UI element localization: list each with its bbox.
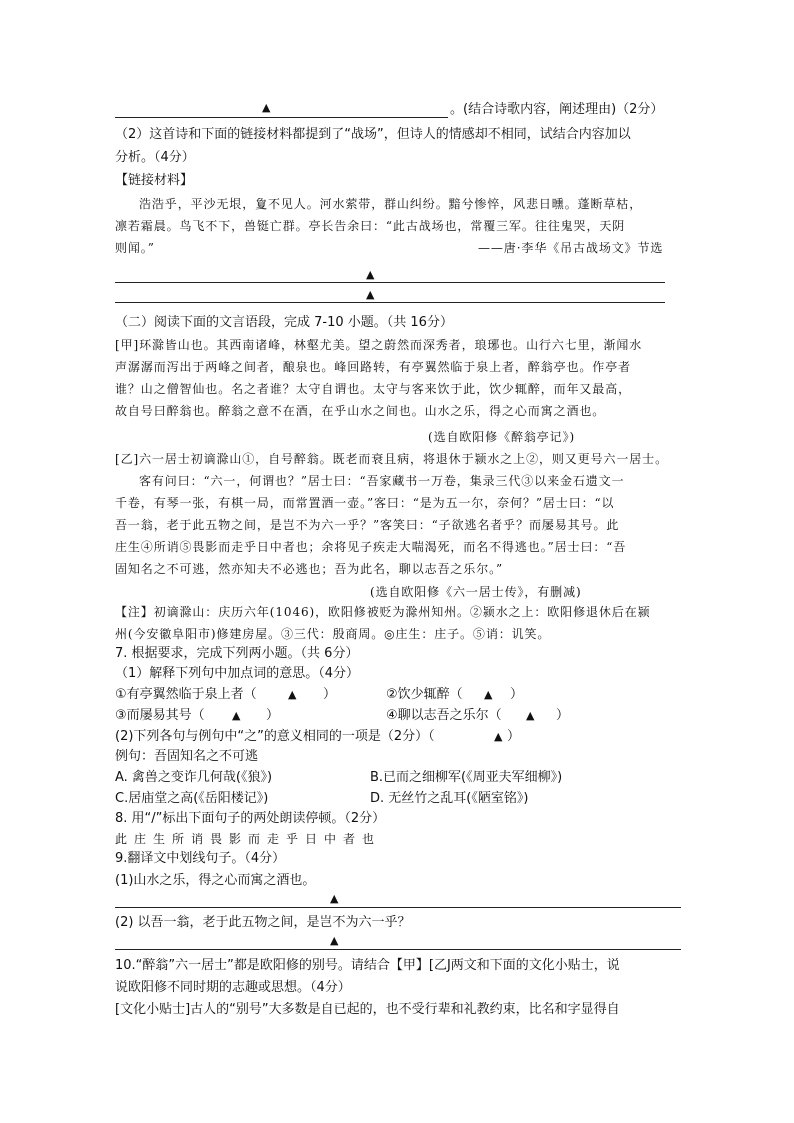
question-8-title: 8. 用“/”标出下面句子的两处朗读停顿。（2分） <box>115 811 386 826</box>
answer-marker: ▲ <box>288 688 297 701</box>
answer-marker: ▲ <box>494 730 503 743</box>
jia-text-line: 声潺潺而泻出于两峰之间者，酿泉也。峰回路转，有亭翼然临于泉上者，醉翁亭也。作亭者 <box>115 360 632 374</box>
question-suffix: 。(结合诗歌内容，阐述理由)（2分） <box>450 102 664 117</box>
question-6-2-line1: （2）这首诗和下面的链接材料都提到了“战场”，但诗人的情感却不相同，试结合内容加以 <box>115 127 631 142</box>
question-9-sentence-1: (1)山水之乐，得之心而寓之酒也。 <box>115 873 316 888</box>
answer-marker: ▲ <box>366 268 375 281</box>
link-material-line: 则闻。” <box>115 241 155 255</box>
section-2-title: （二）阅读下面的文言语段，完成 7-10 小题。（共 16分） <box>115 315 453 330</box>
q7-item-1: ①有亭翼然临于泉上者（ <box>115 687 257 702</box>
q7-item-2-close: ） <box>510 687 524 702</box>
q7-option-a: A. 禽兽之变诈几何哉(《狼》) <box>115 770 273 785</box>
yi-text-line: 庄生④所诮⑤畏影而走乎日中者也；余将见子疾走大喘渴死，而名不得逃也。”居士曰：“吾 <box>115 540 627 554</box>
jia-text-line: [甲]环滁皆山也。其西南诸峰，林壑尤美。望之蔚然而深秀者，琅琊也。山行六七里，渐闻水 <box>115 338 643 352</box>
answer-marker: ▲ <box>330 934 339 947</box>
question-7-2-title: (2)下列各句与例句中“之”的意义相同的一项是（2分）（ <box>115 729 435 744</box>
question-8-sentence: 此庄生所诮畏影而走乎日中者也 <box>115 832 382 846</box>
q7-item-3-close: ） <box>266 708 280 723</box>
link-material-line: 浩浩乎，平沙无垠，夐不见人。河水萦带，群山纠纷。黯兮惨悴，风悲日曛。蓬断草枯， <box>139 197 643 211</box>
question-9-sentence-2: (2) 以吾一翁，老于此五物之间，是岂不为六一乎？ <box>115 915 411 930</box>
question-7-title: 7. 根据要求，完成下列两小题。（共 6分） <box>115 646 359 661</box>
answer-marker: ▲ <box>526 709 535 722</box>
q7-option-d: D. 无丝竹之乱耳(《陋室铭》) <box>370 791 529 806</box>
notes-line: 州(今安徽阜阳市)修建房屋。③三代：殷商周。◎庄生：庄子。⑤诮：讥笑。 <box>115 627 551 641</box>
answer-line <box>115 302 665 303</box>
yi-source: (选自欧阳修《六一居士传》，有删减) <box>370 585 582 599</box>
answer-line <box>115 949 681 950</box>
question-6-2-line2: 分析。（4分） <box>115 150 195 165</box>
jia-source: (选自欧阳修《醉翁亭记》) <box>428 430 576 444</box>
yi-text-line: 千卷，有琴一张，有棋一局，而常置酒一壶。”客曰：“是为五一尔，奈何？”居士曰：“以 <box>115 496 615 510</box>
link-material-source: ——唐·李华《吊古战场文》节选 <box>478 241 664 255</box>
yi-text-line: [乙]六一居士初谪滁山①，自号醉翁。既老而衰且病，将退休于颍水之上②，则又更号六一居士。 <box>115 452 668 466</box>
q7-item-4-close: ） <box>556 708 570 723</box>
jia-text-line: 谁？山之僧智仙也。名之者谁？太守自谓也。太守与客来饮于此，饮少辄醉，而年又最高， <box>115 382 632 396</box>
answer-line <box>115 282 665 283</box>
answer-marker: ▲ <box>484 688 493 701</box>
question-10-line2: 说欧阳修不同时期的志趣或思想。（4分） <box>115 980 351 995</box>
question-9-title: 9.翻译文中划线句子。（4分） <box>115 851 286 866</box>
answer-marker: ▲ <box>232 709 241 722</box>
question-7-2-close: ） <box>507 729 521 744</box>
question-7-2-example: 例句：吾固知名之不可逃 <box>115 749 259 764</box>
answer-marker: ▲ <box>330 892 339 905</box>
q7-item-1-close: ） <box>323 687 337 702</box>
q7-option-b: B.已而之细柳军(《周亚夫军细柳》) <box>370 770 563 785</box>
jia-text-line: 故自号曰醉翁也。醉翁之意不在酒，在乎山水之间也。山水之乐，得之心而寓之酒也。 <box>115 404 606 418</box>
yi-text-line: 客有问曰：“六一，何谓也？”居士曰：“吾家藏书一万卷，集录三代③以来金石遗文一 <box>139 474 625 488</box>
answer-marker: ▲ <box>366 288 375 301</box>
link-material-heading: 【链接材料】 <box>115 173 194 188</box>
yi-text-line: 吾一翁，老于此五物之间，是岂不为六一乎？”客笑曰：“子欲逃名者乎？而屡易其号。此 <box>115 518 620 532</box>
yi-text-line: 固知名之不可逃，然亦知夫不必逃也；吾为此名，聊以志吾之乐尔。” <box>115 562 504 576</box>
q7-option-c: C.居庙堂之高(《岳阳楼记》) <box>115 791 269 806</box>
link-material-line: 凛若霜晨。鸟飞不下，兽铤亡群。亭长告余曰：“此古战场也，常覆三军。往往鬼哭，天阴 <box>115 219 626 233</box>
culture-tip: [文化小贴士]古人的“别号”大多数是自已起的，也不受行辈和礼教约束，比名和字显得自 <box>115 1002 620 1017</box>
answer-marker: ▲ <box>262 101 271 114</box>
notes-line: 【注】初谪滁山：庆历六年(1046)，欧阳修被贬为滁州知州。②颍水之上：欧阳修退休后在颍 <box>115 605 651 619</box>
q7-item-4: ④聊以志吾之乐尔（ <box>386 708 502 723</box>
question-10-line1: 10.“醉翁”六一居士”都是欧阳修的别号。请结合【甲】[乙J两文和下面的文化小贴士，说 <box>115 958 620 973</box>
q7-item-2: ②饮少辄醉（ <box>386 687 463 702</box>
q7-item-3: ③而屡易其号（ <box>115 708 205 723</box>
answer-line <box>115 117 448 118</box>
answer-line <box>115 907 681 908</box>
question-7-1-title: （1）解释下列句中加点词的意思。（4分） <box>115 666 360 681</box>
